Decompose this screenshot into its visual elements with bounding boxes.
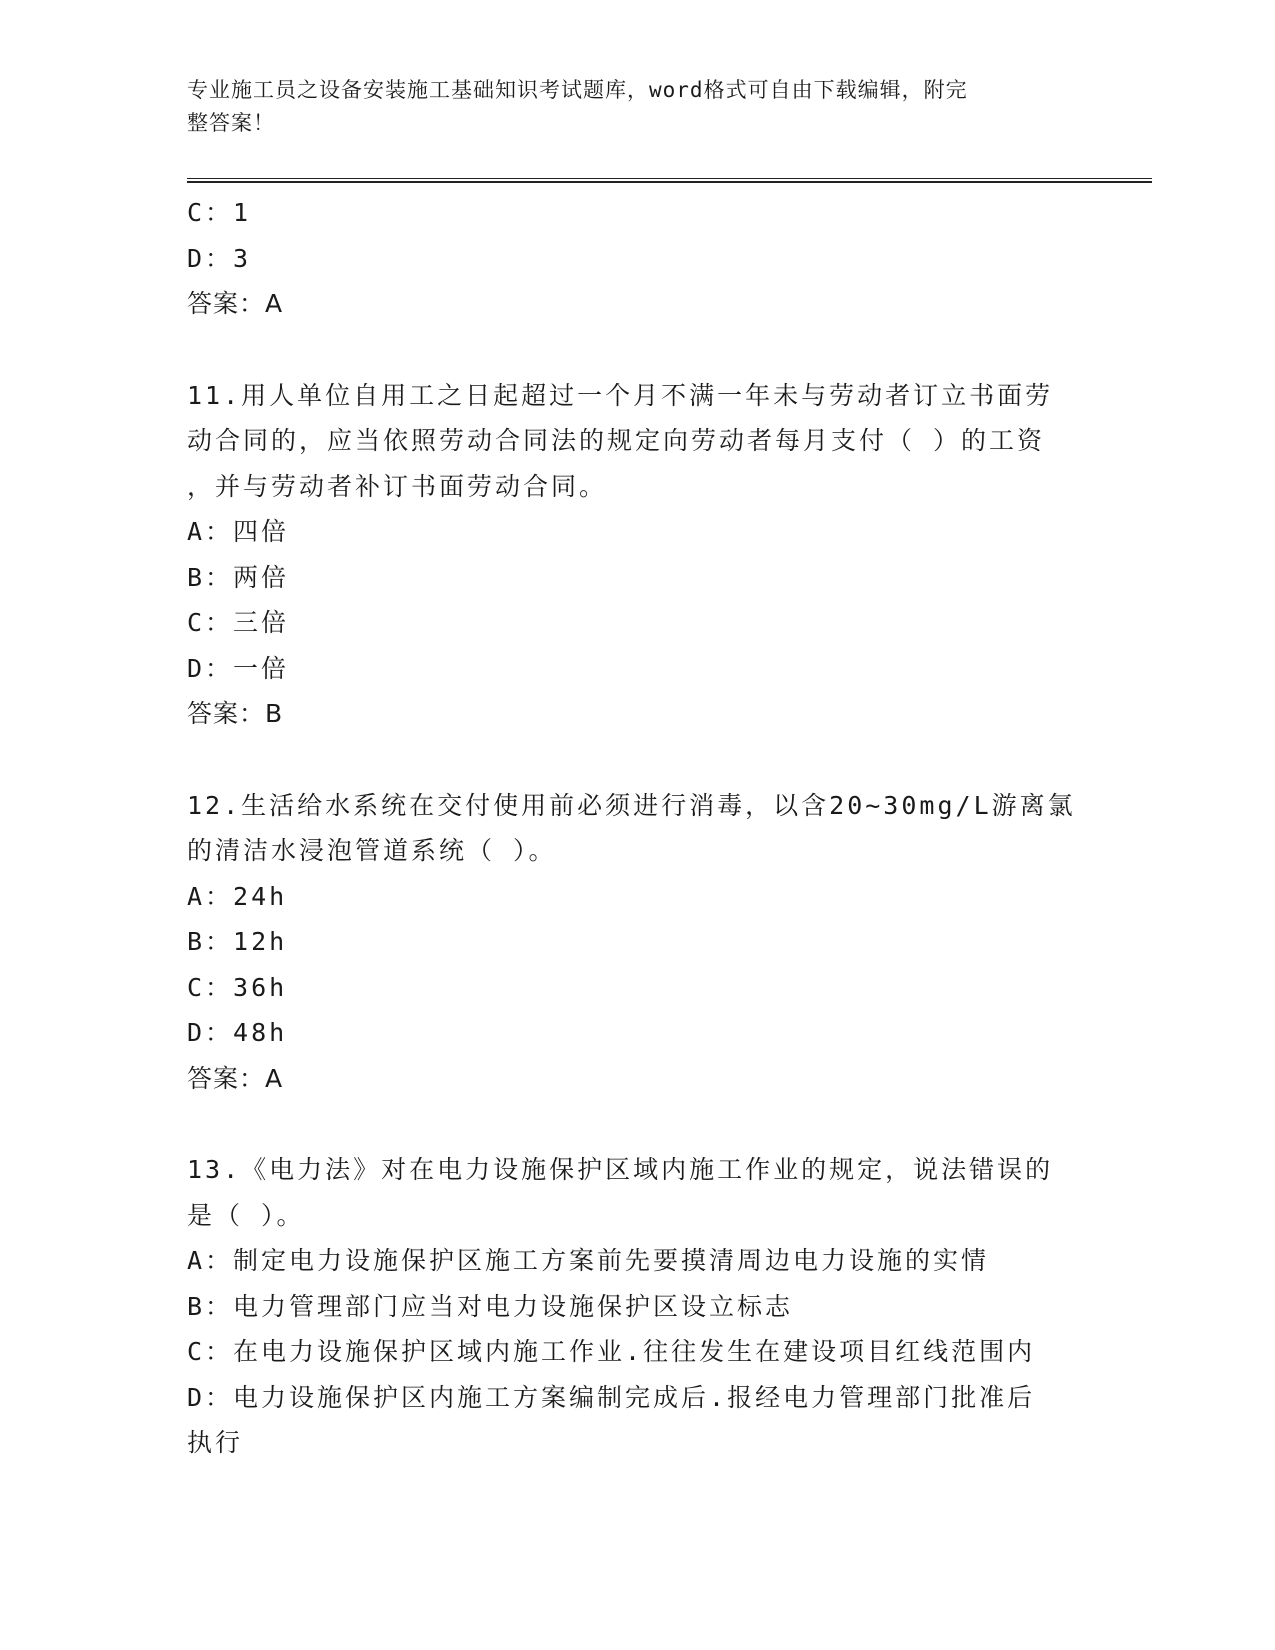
document-header: 专业施工员之设备安装施工基础知识考试题库，word格式可自由下载编辑，附完 整答案！: [187, 78, 968, 135]
option-line: A：24h: [187, 881, 288, 911]
question-line: 动合同的，应当依照劳动合同法的规定向劳动者每月支付（ ）的工资: [187, 426, 1046, 455]
option-line: B：电力管理部门应当对电力设施保护区设立标志: [187, 1291, 794, 1321]
question-line: 13.《电力法》对在电力设施保护区域内施工作业的规定，说法错误的: [187, 1155, 1054, 1184]
document-body: [187, 190, 1076, 1466]
option-line-continuation: 执行: [187, 1428, 244, 1457]
question-line: 的清洁水浸泡管道系统（ ）。: [187, 836, 557, 865]
option-line: A：制定电力设施保护区施工方案前先要摸清周边电力设施的实情: [187, 1246, 990, 1275]
option-line: D：电力设施保护区内施工方案编制完成后.报经电力管理部门批准后: [187, 1382, 1036, 1412]
option-line: D：一倍: [187, 653, 290, 683]
option-line: C：36h: [187, 972, 288, 1002]
option-line: B：12h: [187, 927, 288, 956]
answer-line: 答案：B: [187, 699, 284, 728]
option-line: C：在电力设施保护区域内施工作业.往往发生在建设项目红线范围内: [187, 1337, 1036, 1366]
spacer: [187, 327, 1067, 373]
question-line: ，并与劳动者补订书面劳动合同。: [187, 471, 608, 501]
option-line: B：两倍: [187, 562, 290, 592]
option-line: C：三倍: [187, 608, 290, 637]
answer-line: 答案：A: [187, 289, 284, 318]
option-line: D：3: [187, 243, 252, 273]
spacer: [187, 737, 1067, 783]
question-text: [187, 373, 1067, 510]
option-line: C：1: [187, 198, 252, 227]
question-line: 是（ ）。: [187, 1200, 305, 1230]
answer-line: 答案：A: [187, 1063, 284, 1093]
question-line: 11.用人单位自用工之日起超过一个月不满一年未与劳动者订立书面劳: [187, 380, 1054, 410]
question-text: [187, 1147, 1067, 1238]
option-line: A：四倍: [187, 517, 290, 546]
header-rule: [187, 178, 1152, 183]
spacer: [187, 1101, 1067, 1147]
option-line: D：48h: [187, 1018, 288, 1047]
question-line: 12.生活给水系统在交付使用前必须进行消毒，以含20~30mg/L游离氯: [187, 790, 1076, 820]
question-text: [187, 783, 1076, 874]
